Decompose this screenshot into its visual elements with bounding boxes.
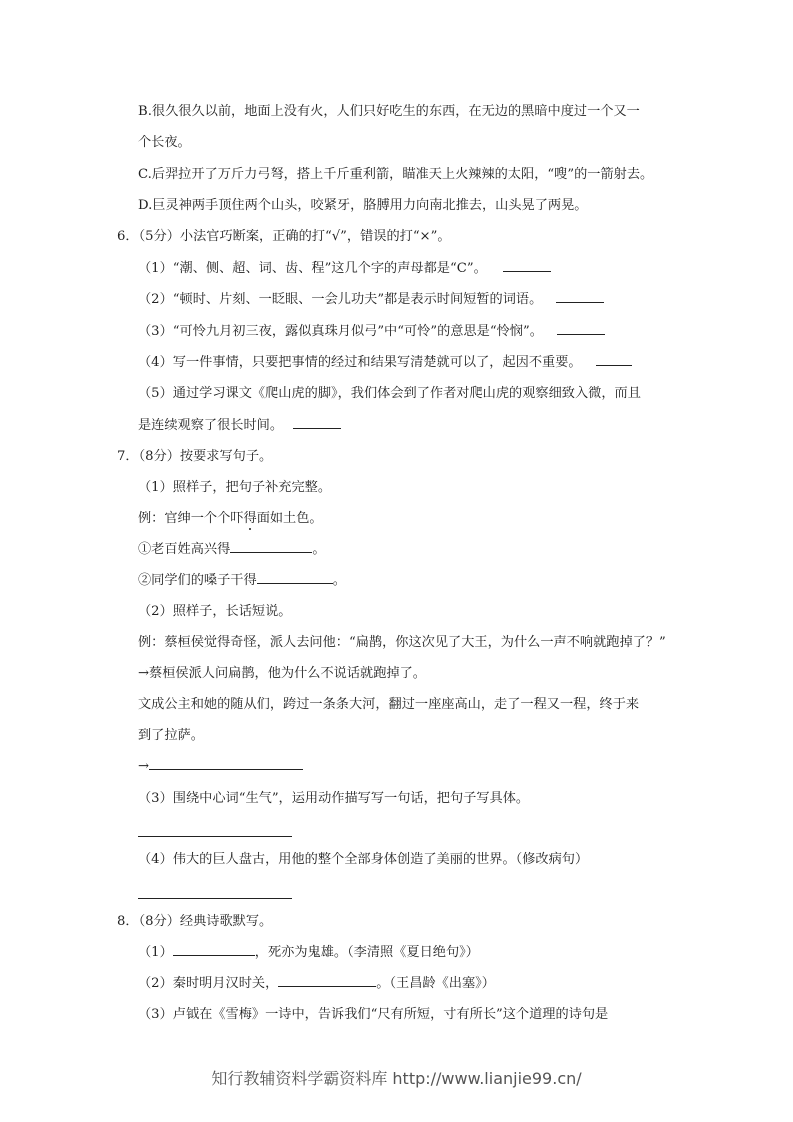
q7-sentence-1-text: ①老百姓高兴得 xyxy=(138,542,231,557)
q7-sentence-2-text: ②同学们的嗓子干得 xyxy=(138,573,257,588)
q8-title: 8．（8分）经典诗歌默写。 xyxy=(117,914,273,929)
q7-part-1-prompt: （1）照样子，把句子补充完整。 xyxy=(138,480,332,495)
q6-item-2-text: （2）“顿时、片刻、一眨眼、一会儿功夫”都是表示时间短暂的词语。 xyxy=(138,292,543,307)
q5-option-b-line2: 个长夜。 xyxy=(138,135,191,150)
q7-part-3-answer-line[interactable] xyxy=(138,836,292,837)
q7-part-4-prompt: （4）伟大的巨人盘古，用他的整个全部身体创造了美丽的世界。（修改病句） xyxy=(138,852,589,867)
q6-item-3-text: （3）“可怜九月初三夜，露似真珠月似弓”中“可怜”的意思是“怜悯”。 xyxy=(138,324,543,339)
q8-line-1-text: ，死亦为鬼雄。（李清照《夏日绝句》） xyxy=(254,945,479,960)
q7-sentence-1 xyxy=(138,541,326,559)
arrow-icon: → xyxy=(138,759,150,774)
q6-answer-blank-5[interactable] xyxy=(293,427,341,429)
q6-answer-blank-3[interactable] xyxy=(557,333,605,335)
q6-item-5-line1: （5）通过学习课文《爬山虎的脚》，我们体会到了作者对爬山虎的观察细致入微，而且 xyxy=(138,386,641,401)
q8-line-2-blank[interactable] xyxy=(278,985,376,987)
q6-item-5-line2 xyxy=(138,417,341,435)
q8-line-2 xyxy=(138,975,495,993)
q7-example-1-emphasis: 得 xyxy=(243,511,257,526)
q6-item-1 xyxy=(138,260,551,278)
q5-option-b-line1: B.很久很久以前，地面上没有火，人们只好吃生的东西，在无边的黑暗中度过一个又一 xyxy=(138,104,640,119)
q6-item-5-text: 是连续观察了很长时间。 xyxy=(138,418,284,433)
q6-answer-blank-4[interactable] xyxy=(596,364,632,366)
q8-line-2-text: （2）秦时明月汉时关， xyxy=(138,976,279,991)
q7-example-1-pre: 例：官绅一个个吓 xyxy=(138,511,244,526)
q7-source-line2: 到了拉萨。 xyxy=(138,728,204,743)
q7-example-2-line1: 例：蔡桓侯觉得奇怪，派人去问他：“扁鹊，你这次见了大王，为什么一声不响就跑掉了？” xyxy=(138,635,666,650)
q7-sentence-1-period: 。 xyxy=(312,542,326,557)
q7-sentence-2 xyxy=(138,572,346,590)
footer-watermark: 知行教辅资料学霸资料库 http://www.lianjie99.cn/ xyxy=(211,1069,582,1088)
q7-example-2-line2: →蔡桓侯派人问扁鹊，他为什么不说话就跑掉了。 xyxy=(138,666,426,681)
q6-item-3 xyxy=(138,323,605,341)
q6-item-2 xyxy=(138,291,604,309)
q7-example-1 xyxy=(138,510,323,528)
q8-line-2-source: 。（王昌龄《出塞》） xyxy=(376,976,495,991)
q5-option-d: D.巨灵神两手顶住两个山头，咬紧牙，胳膊用力向南北推去，山头晃了两晃。 xyxy=(138,198,588,213)
q8-line-1-number: （1） xyxy=(138,945,173,960)
q7-part-2-prompt: （2）照样子，长话短说。 xyxy=(138,604,292,619)
q6-item-4-text: （4）写一件事情，只要把事情的经过和结果写清楚就可以了，起因不重要。 xyxy=(138,355,582,370)
q7-arrow-answer xyxy=(138,758,303,776)
q5-option-c: C.后羿拉开了万斤力弓弩，搭上千斤重利箭，瞄准天上火辣辣的太阳，“嗖”的一箭射去。 xyxy=(138,167,654,182)
q7-sentence-2-blank[interactable] xyxy=(257,582,333,584)
q7-part-4-answer-line[interactable] xyxy=(138,898,292,899)
q8-line-3: （3）卢钺在《雪梅》一诗中，告诉我们“尺有所短，寸有所长”这个道理的诗句是 xyxy=(138,1007,609,1022)
q6-answer-blank-2[interactable] xyxy=(556,301,604,303)
q7-title: 7．（8分）按要求写句子。 xyxy=(117,449,273,464)
q7-part-3-prompt: （3）围绕中心词“生气”，运用动作描写写一句话，把句子写具体。 xyxy=(138,791,530,806)
q7-source-line1: 文成公主和她的随从们，跨过一条条大河，翻过一座座高山，走了一程又一程，终于来 xyxy=(138,697,640,712)
q8-line-1 xyxy=(138,944,479,962)
q7-part-2-answer-blank[interactable] xyxy=(149,768,303,770)
q8-line-1-blank[interactable] xyxy=(173,954,255,956)
q6-answer-blank-1[interactable] xyxy=(503,270,551,272)
q6-item-1-text: （1）“潮、侧、超、词、齿、程”这几个字的声母都是“C”。 xyxy=(138,261,487,276)
q6-item-4 xyxy=(138,354,632,372)
q6-title: 6．（5分）小法官巧断案，正确的打“√”，错误的打“×”。 xyxy=(117,229,451,244)
q7-example-1-post: 面如土色。 xyxy=(256,511,323,526)
q7-sentence-1-blank[interactable] xyxy=(230,551,312,553)
q7-sentence-2-period: 。 xyxy=(332,573,346,588)
